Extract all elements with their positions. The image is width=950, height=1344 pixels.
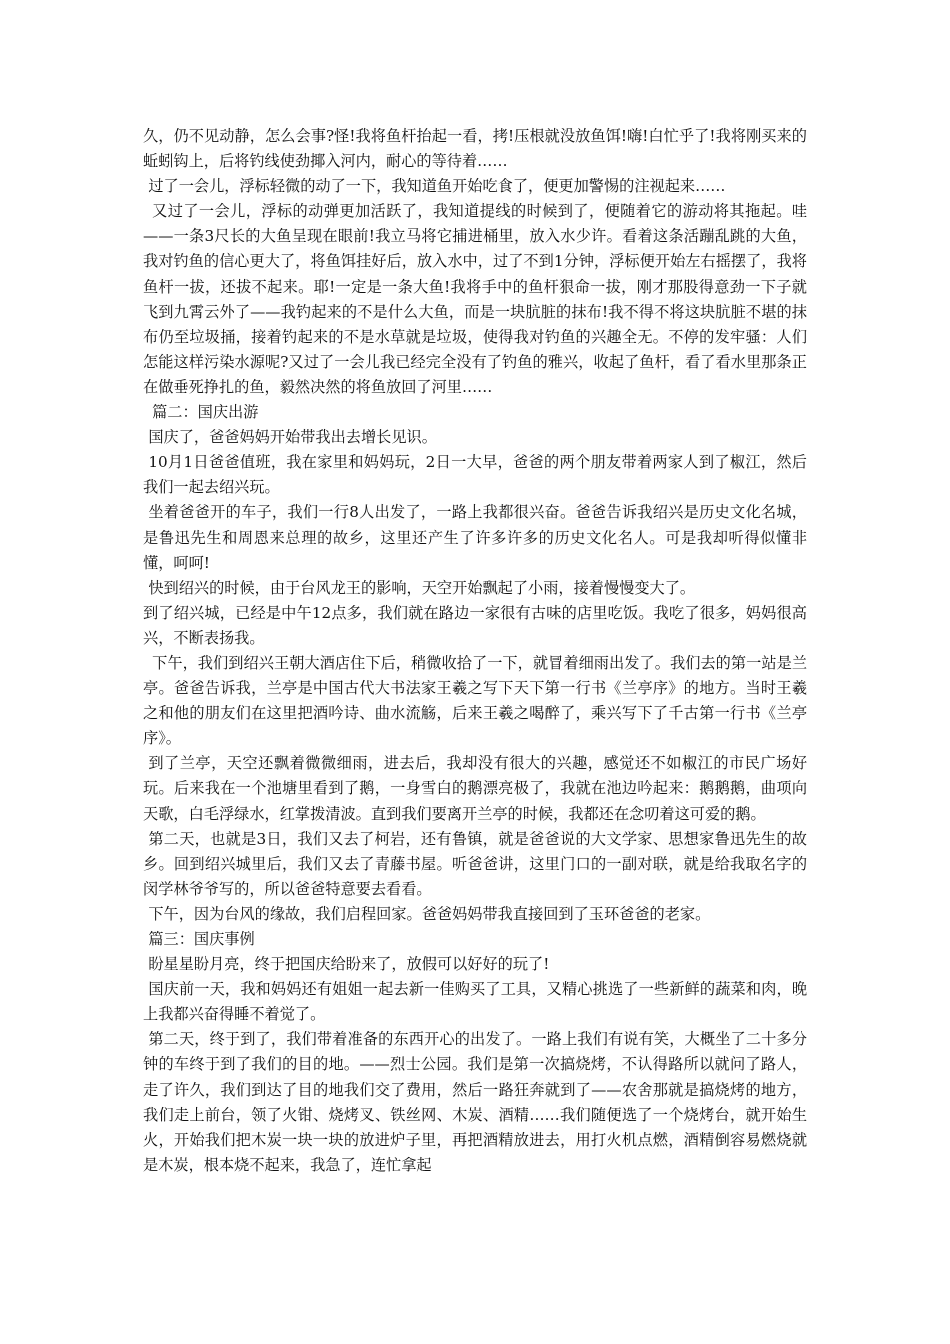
paragraph: 久，仍不见动静，怎么会事?怪!我将鱼杆抬起一看，拷!压根就没放鱼饵!嗨!白忙乎了!我将刚买来的蚯蚓钩上，后将钓线使劲揶入河内，耐心的等待着…… xyxy=(143,127,807,171)
paragraph: 10月1日爸爸值班，我在家里和妈妈玩，2日一大早，爸爸的两个朋友带着两家人到了椒江，然后我们一起去绍兴玩。 xyxy=(143,453,807,497)
paragraph: 到了绍兴城，已经是中午12点多，我们就在路边一家很有古味的店里吃饭。我吃了很多，妈妈很高兴，不断表扬我。 xyxy=(143,603,807,647)
paragraph: 第二天，终于到了，我们带着准备的东西开心的出发了。一路上我们有说有笑，大概坐了二十多分钟的车终于到了我们的目的地。——烈士公园。我们是第一次搞烧烤，不认得路所以就问了路人，走了许久，我们到达了目的地我们交了费用，然后一路狂奔就到了——农舍那就是搞烧烤的地方，我们走上前台，领了火钳、烧烤叉、铁丝网、木炭、酒精……我们随便选了一个烧烤台，就开始生火，开始我们把木炭一块一块的放进炉子里，再把酒精放进去，用打火机点燃，酒精倒容易燃烧就是木炭，根本烧不起来，我急了，连忙拿起 xyxy=(143,1030,807,1174)
paragraph: 下午，我们到绍兴王朝大酒店住下后，稍微收拾了一下，就冒着细雨出发了。我们去的第一站是兰亭。爸爸告诉我，兰亭是中国古代大书法家王羲之写下天下第一行书《兰亭序》的地方。当时王羲之和他的朋友们在这里把酒吟诗、曲水流觞，后来王羲之喝醉了，乘兴写下了千古第一行书《兰亭序》。 xyxy=(143,653,807,748)
paragraph: 篇二：国庆出游 xyxy=(152,403,259,422)
paragraph: 国庆前一天，我和妈妈还有姐姐一起去新一佳购买了工具，又精心挑选了一些新鲜的蔬菜和肉，晚上我都兴奋得睡不着觉了。 xyxy=(143,980,807,1024)
paragraph: 盼星星盼月亮，终于把国庆给盼来了，放假可以好好的玩了! xyxy=(148,955,550,974)
paragraph: 快到绍兴的时候，由于台风龙王的影响，天空开始飘起了小雨，接着慢慢变大了。 xyxy=(148,578,696,597)
paragraph: 到了兰亭，天空还飘着微微细雨，进去后，我却没有很大的兴趣，感觉还不如椒江的市民广场好玩。后来我在一个池塘里看到了鹅，一身雪白的鹅漂亮极了，我就在池边吟起来：鹅鹅鹅，曲项向天歌，白毛浮绿水，红掌拨清波。直到我们要离开兰亭的时候，我都还在念叨着这可爱的鹅。 xyxy=(143,754,807,823)
paragraph: 又过了一会儿，浮标的动弹更加活跃了，我知道提线的时候到了，便随着它的游动将其拖起。哇——一条3尺长的大鱼呈现在眼前!我立马将它捕进桶里，放入水少许。看着这条活蹦乱跳的大鱼，我对钓鱼的信心更大了，将鱼饵挂好后，放入水中，过了不到1分钟，浮标便开始左右摇摆了，我将鱼杆一拔，还拔不起来。耶!一定是一条大鱼!我将手中的鱼杆狠命一拔，刚才那股得意劲一下子就飞到九霄云外了——我钓起来的不是什么大鱼，而是一块肮脏的抹布!我不得不将这块肮脏不堪的抹布仍至垃圾捅，接着钓起来的不是水草就是垃圾，使得我对钓鱼的兴趣全无。不停的发牢骚：人们怎能这样污染水源呢?又过了一会儿我已经完全没有了钓鱼的雅兴，收起了鱼杆，看了看水里那条正在做垂死挣扎的鱼，毅然决然的将鱼放回了河里…… xyxy=(143,202,807,396)
paragraph: 下午，因为台风的缘故，我们启程回家。爸爸妈妈带我直接回到了玉环爸爸的老家。 xyxy=(148,904,711,923)
paragraph: 坐着爸爸开的车子，我们一行8人出发了，一路上我都很兴奋。爸爸告诉我绍兴是历史文化名城，是鲁迅先生和周恩来总理的故乡，这里还产生了许多许多的历史文化名人。可是我却听得似懂非懂，呵呵! xyxy=(143,503,807,572)
paragraph: 第二天，也就是3日，我们又去了柯岩，还有鲁镇，就是爸爸说的大文学家、思想家鲁迅先生的故乡。回到绍兴城里后，我们又去了青藤书屋。听爸爸讲，这里门口的一副对联，就是给我取名字的闵学林爷爷写的，所以爸爸特意要去看看。 xyxy=(143,829,807,898)
paragraph: 国庆了，爸爸妈妈开始带我出去增长见识。 xyxy=(148,428,437,447)
paragraph: 过了一会儿，浮标轻微的动了一下，我知道鱼开始吃食了，便更加警惕的注视起来…… xyxy=(148,177,726,196)
document-body xyxy=(143,124,807,1178)
paragraph: 篇三：国庆事例 xyxy=(148,930,255,948)
